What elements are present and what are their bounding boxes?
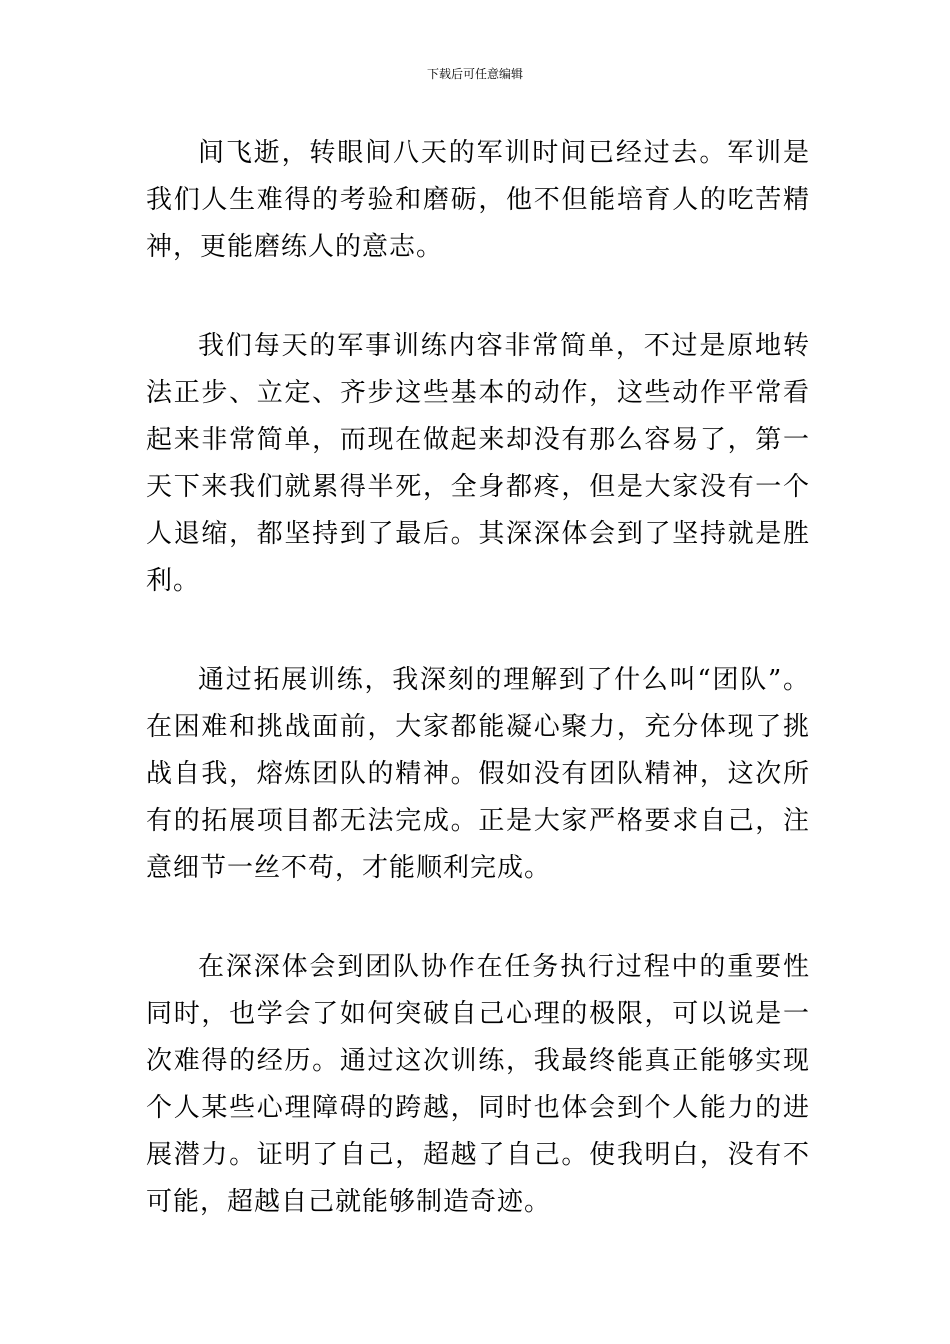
paragraph: 通过拓展训练，我深刻的理解到了什么叫“团队”。在困难和挑战面前，大家都能凝心聚力，充分体现了挑战自我，熔炼团队的精神。假如没有团队精神，这次所有的拓展项目都无法完成。正是大家严格要求自己，注意细节一丝不苟，才能顺利完成。 (146, 665, 810, 883)
page-header: 下载后可任意编辑 (426, 67, 523, 81)
paragraph: 我们每天的军事训练内容非常简单，不过是原地转法正步、立定、齐步这些基本的动作，这些动作平常看起来非常简单，而现在做起来却没有那么容易了，第一天下来我们就累得半死，全身都疼，但是大家没有一个人退缩，都坚持到了最后。其深深体会到了坚持就是胜利。 (146, 331, 810, 596)
paragraph: 间飞逝，转眼间八天的军训时间已经过去。军训是我们人生难得的考验和磨砺，他不但能培育人的吃苦精神，更能磨练人的意志。 (146, 138, 810, 262)
document-body (146, 130, 810, 1278)
paragraph: 在深深体会到团队协作在任务执行过程中的重要性同时，也学会了如何突破自己心理的极限，可以说是一次难得的经历。通过这次训练，我最终能真正能够实现个人某些心理障碍的跨越，同时也体会到个人能力的进展潜力。证明了自己，超越了自己。使我明白，没有不可能，超越自己就能够制造奇迹。 (146, 952, 810, 1217)
